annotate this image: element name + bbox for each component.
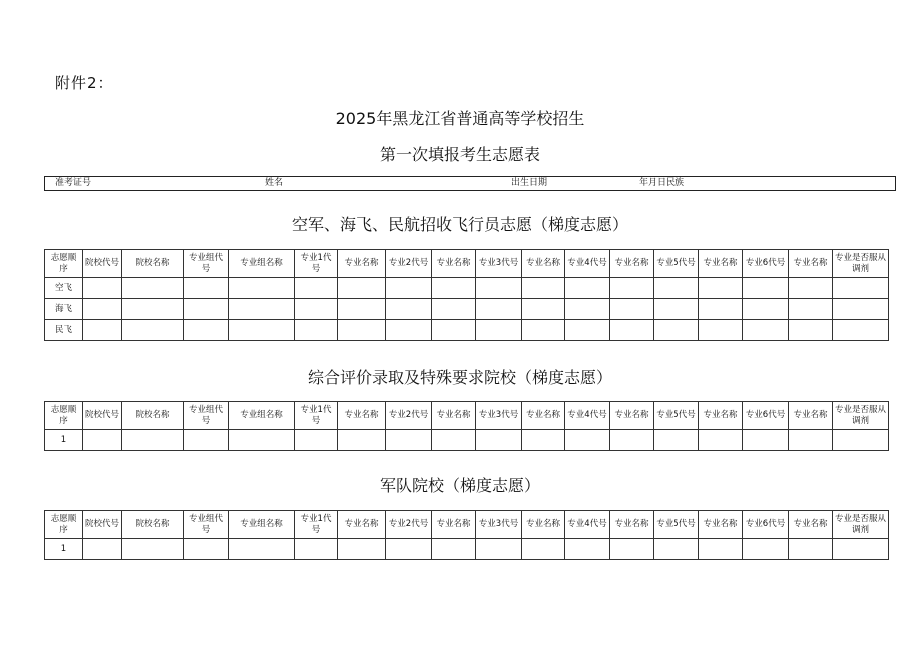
entry-cell[interactable] bbox=[699, 320, 743, 341]
table-header-row bbox=[45, 402, 889, 430]
section2-title: 综合评价录取及特殊要求院校（梯度志愿） bbox=[307, 368, 612, 387]
entry-cell[interactable] bbox=[610, 539, 654, 560]
entry-cell[interactable] bbox=[522, 278, 565, 299]
entry-cell[interactable] bbox=[83, 278, 122, 299]
column-header: 专业1代号 bbox=[295, 511, 338, 539]
entry-cell[interactable] bbox=[184, 320, 229, 341]
entry-cell[interactable] bbox=[295, 299, 338, 320]
entry-cell[interactable] bbox=[122, 278, 184, 299]
column-header: 专业组名称 bbox=[229, 511, 295, 539]
column-header: 专业名称 bbox=[789, 402, 833, 430]
entry-cell[interactable] bbox=[386, 539, 432, 560]
date-ethnicity-label: 年月日民族 bbox=[639, 178, 685, 188]
column-header: 专业3代号 bbox=[476, 402, 522, 430]
entry-cell[interactable] bbox=[386, 320, 432, 341]
entry-cell[interactable] bbox=[184, 278, 229, 299]
entry-cell[interactable] bbox=[338, 299, 386, 320]
column-header: 专业3代号 bbox=[476, 250, 522, 278]
column-header: 专业组代号 bbox=[184, 511, 229, 539]
entry-cell[interactable] bbox=[565, 320, 610, 341]
entry-cell[interactable] bbox=[229, 299, 295, 320]
entry-cell[interactable] bbox=[229, 320, 295, 341]
column-header: 专业名称 bbox=[338, 250, 386, 278]
entry-cell[interactable] bbox=[654, 539, 699, 560]
entry-cell[interactable] bbox=[386, 430, 432, 451]
entry-cell[interactable] bbox=[699, 278, 743, 299]
column-header: 专业名称 bbox=[522, 250, 565, 278]
entry-cell[interactable] bbox=[432, 539, 476, 560]
entry-cell[interactable] bbox=[833, 320, 889, 341]
section3-title: 军队院校（梯度志愿） bbox=[379, 476, 540, 495]
form-title-line2: 第一次填报考生志愿表 bbox=[379, 145, 540, 164]
entry-cell[interactable] bbox=[743, 278, 789, 299]
column-header: 专业是否服从调剂 bbox=[833, 402, 889, 430]
column-header: 专业名称 bbox=[699, 250, 743, 278]
entry-cell[interactable] bbox=[654, 278, 699, 299]
comprehensive-evaluation-table bbox=[44, 401, 889, 451]
row-label: 民飞 bbox=[45, 320, 83, 341]
entry-cell[interactable] bbox=[522, 320, 565, 341]
row-label: 海飞 bbox=[45, 299, 83, 320]
entry-cell[interactable] bbox=[743, 430, 789, 451]
column-header: 专业4代号 bbox=[565, 250, 610, 278]
entry-cell[interactable] bbox=[654, 320, 699, 341]
entry-cell[interactable] bbox=[432, 278, 476, 299]
column-header: 专业名称 bbox=[789, 250, 833, 278]
column-header: 专业5代号 bbox=[654, 250, 699, 278]
pilot-volunteer-table bbox=[44, 249, 889, 341]
column-header: 专业组代号 bbox=[184, 250, 229, 278]
column-header: 专业名称 bbox=[699, 511, 743, 539]
column-header: 专业名称 bbox=[699, 402, 743, 430]
form-title-line1: 2025年黑龙江省普通高等学校招生 bbox=[335, 109, 585, 128]
entry-cell[interactable] bbox=[565, 278, 610, 299]
entry-cell[interactable] bbox=[565, 430, 610, 451]
entry-cell[interactable] bbox=[122, 320, 184, 341]
entry-cell[interactable] bbox=[295, 539, 338, 560]
column-header: 专业名称 bbox=[610, 402, 654, 430]
entry-cell[interactable] bbox=[789, 278, 833, 299]
entry-cell[interactable] bbox=[699, 430, 743, 451]
entry-cell[interactable] bbox=[789, 320, 833, 341]
column-header: 专业组名称 bbox=[229, 250, 295, 278]
column-header: 志愿顺序 bbox=[45, 511, 83, 539]
entry-cell[interactable] bbox=[789, 299, 833, 320]
entry-cell[interactable] bbox=[83, 299, 122, 320]
table-row bbox=[45, 299, 889, 320]
table-row bbox=[45, 278, 889, 299]
entry-cell[interactable] bbox=[610, 278, 654, 299]
attachment-label: 附件2： bbox=[55, 74, 114, 92]
column-header: 专业6代号 bbox=[743, 402, 789, 430]
column-header: 专业名称 bbox=[522, 402, 565, 430]
column-header: 专业5代号 bbox=[654, 402, 699, 430]
column-header: 专业是否服从调剂 bbox=[833, 250, 889, 278]
entry-cell[interactable] bbox=[610, 430, 654, 451]
entry-cell[interactable] bbox=[743, 320, 789, 341]
entry-cell[interactable] bbox=[743, 299, 789, 320]
column-header: 专业名称 bbox=[432, 250, 476, 278]
table-row bbox=[45, 320, 889, 341]
section1-title: 空军、海飞、民航招收飞行员志愿（梯度志愿） bbox=[291, 215, 628, 234]
column-header: 专业2代号 bbox=[386, 511, 432, 539]
entry-cell[interactable] bbox=[743, 539, 789, 560]
entry-cell[interactable] bbox=[610, 299, 654, 320]
entry-cell[interactable] bbox=[386, 278, 432, 299]
entry-cell[interactable] bbox=[338, 320, 386, 341]
column-header: 专业名称 bbox=[610, 511, 654, 539]
column-header: 专业组代号 bbox=[184, 402, 229, 430]
column-header: 专业2代号 bbox=[386, 250, 432, 278]
column-header: 专业1代号 bbox=[295, 250, 338, 278]
row-label: 1 bbox=[45, 430, 83, 451]
entry-cell[interactable] bbox=[476, 539, 522, 560]
column-header: 院校代号 bbox=[83, 250, 122, 278]
entry-cell[interactable] bbox=[184, 539, 229, 560]
row-label: 空飞 bbox=[45, 278, 83, 299]
entry-cell[interactable] bbox=[338, 539, 386, 560]
column-header: 志愿顺序 bbox=[45, 250, 83, 278]
column-header: 专业名称 bbox=[522, 511, 565, 539]
entry-cell[interactable] bbox=[122, 539, 184, 560]
entry-cell[interactable] bbox=[699, 539, 743, 560]
column-header: 专业名称 bbox=[610, 250, 654, 278]
column-header: 院校名称 bbox=[122, 402, 184, 430]
entry-cell[interactable] bbox=[833, 299, 889, 320]
column-header: 院校代号 bbox=[83, 402, 122, 430]
column-header: 志愿顺序 bbox=[45, 402, 83, 430]
entry-cell[interactable] bbox=[295, 278, 338, 299]
entry-cell[interactable] bbox=[122, 299, 184, 320]
column-header: 专业4代号 bbox=[565, 511, 610, 539]
column-header: 专业4代号 bbox=[565, 402, 610, 430]
entry-cell[interactable] bbox=[789, 539, 833, 560]
column-header: 院校代号 bbox=[83, 511, 122, 539]
entry-cell[interactable] bbox=[432, 320, 476, 341]
column-header: 专业5代号 bbox=[654, 511, 699, 539]
military-academy-table bbox=[44, 510, 889, 560]
entry-cell[interactable] bbox=[476, 278, 522, 299]
column-header: 专业3代号 bbox=[476, 511, 522, 539]
entry-cell[interactable] bbox=[654, 299, 699, 320]
row-label: 1 bbox=[45, 539, 83, 560]
column-header: 专业组名称 bbox=[229, 402, 295, 430]
entry-cell[interactable] bbox=[122, 430, 184, 451]
entry-cell[interactable] bbox=[184, 430, 229, 451]
entry-cell[interactable] bbox=[833, 278, 889, 299]
column-header: 专业名称 bbox=[432, 402, 476, 430]
exam-number-label: 准考证号 bbox=[55, 178, 92, 188]
entry-cell[interactable] bbox=[229, 278, 295, 299]
entry-cell[interactable] bbox=[565, 299, 610, 320]
entry-cell[interactable] bbox=[476, 299, 522, 320]
entry-cell[interactable] bbox=[338, 278, 386, 299]
applicant-info-bar bbox=[44, 176, 896, 191]
entry-cell[interactable] bbox=[229, 430, 295, 451]
entry-cell[interactable] bbox=[386, 299, 432, 320]
entry-cell[interactable] bbox=[565, 539, 610, 560]
column-header: 院校名称 bbox=[122, 511, 184, 539]
entry-cell[interactable] bbox=[338, 430, 386, 451]
column-header: 专业6代号 bbox=[743, 250, 789, 278]
column-header: 专业6代号 bbox=[743, 511, 789, 539]
entry-cell[interactable] bbox=[833, 539, 889, 560]
table-row bbox=[45, 430, 889, 451]
entry-cell[interactable] bbox=[654, 430, 699, 451]
entry-cell[interactable] bbox=[83, 539, 122, 560]
entry-cell[interactable] bbox=[522, 299, 565, 320]
column-header: 专业名称 bbox=[338, 511, 386, 539]
column-header: 专业名称 bbox=[789, 511, 833, 539]
column-header: 专业名称 bbox=[338, 402, 386, 430]
entry-cell[interactable] bbox=[789, 430, 833, 451]
entry-cell[interactable] bbox=[295, 320, 338, 341]
entry-cell[interactable] bbox=[184, 299, 229, 320]
entry-cell[interactable] bbox=[83, 430, 122, 451]
entry-cell[interactable] bbox=[476, 320, 522, 341]
entry-cell[interactable] bbox=[699, 299, 743, 320]
column-header: 专业名称 bbox=[432, 511, 476, 539]
table-header-row bbox=[45, 250, 889, 278]
table-row bbox=[45, 539, 889, 560]
entry-cell[interactable] bbox=[522, 430, 565, 451]
entry-cell[interactable] bbox=[83, 320, 122, 341]
entry-cell[interactable] bbox=[432, 299, 476, 320]
column-header: 院校名称 bbox=[122, 250, 184, 278]
column-header: 专业是否服从调剂 bbox=[833, 511, 889, 539]
entry-cell[interactable] bbox=[610, 320, 654, 341]
entry-cell[interactable] bbox=[295, 430, 338, 451]
birth-date-label: 出生日期 bbox=[511, 178, 548, 188]
column-header: 专业2代号 bbox=[386, 402, 432, 430]
entry-cell[interactable] bbox=[833, 430, 889, 451]
entry-cell[interactable] bbox=[522, 539, 565, 560]
entry-cell[interactable] bbox=[229, 539, 295, 560]
column-header: 专业1代号 bbox=[295, 402, 338, 430]
table-header-row bbox=[45, 511, 889, 539]
entry-cell[interactable] bbox=[476, 430, 522, 451]
entry-cell[interactable] bbox=[432, 430, 476, 451]
name-label: 姓名 bbox=[265, 178, 284, 188]
